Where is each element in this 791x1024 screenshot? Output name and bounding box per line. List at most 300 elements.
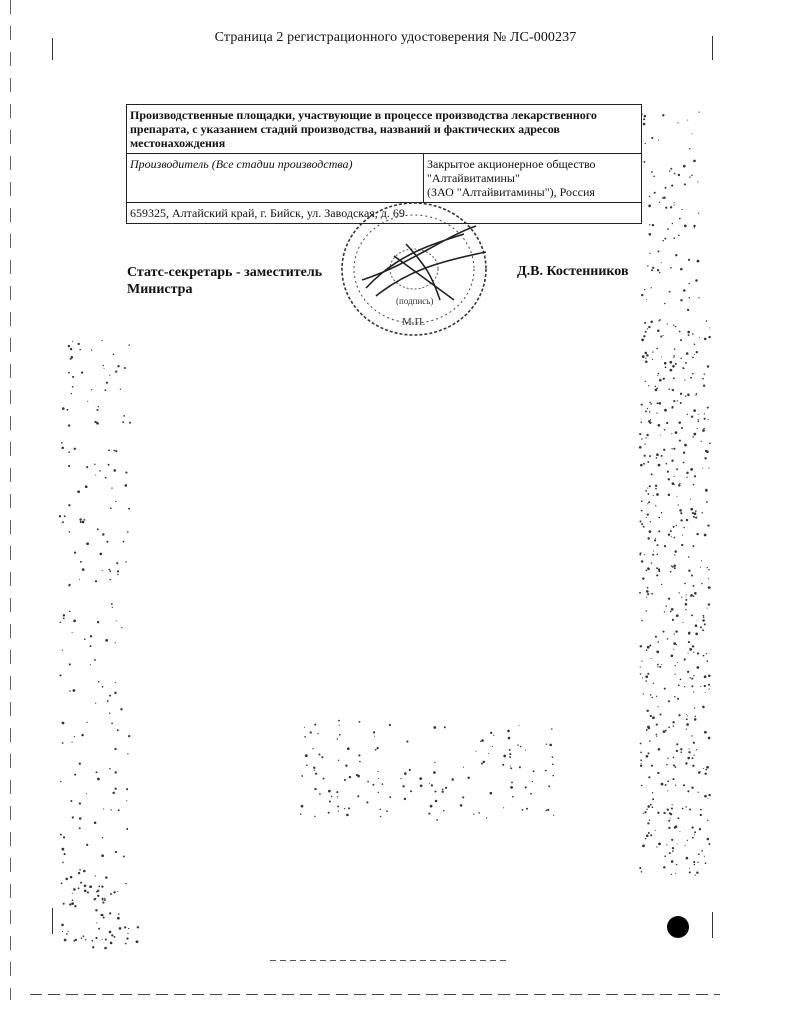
speckle <box>673 377 675 379</box>
speckle <box>62 722 65 725</box>
speckle <box>688 334 690 336</box>
speckle <box>659 379 662 382</box>
speckle <box>679 331 681 333</box>
speckle <box>679 592 680 593</box>
speckle <box>676 864 678 866</box>
speckle <box>123 415 125 417</box>
speckle <box>490 732 492 734</box>
speckle <box>91 349 92 350</box>
speckle <box>646 730 647 731</box>
speckle <box>95 875 96 876</box>
speckle <box>703 768 704 769</box>
speckle <box>668 726 670 728</box>
speckle <box>68 424 70 426</box>
speckle <box>552 756 554 758</box>
speckle <box>673 325 674 326</box>
speckle <box>533 770 535 772</box>
speckle <box>71 742 72 743</box>
speckle <box>670 168 672 170</box>
speckle <box>104 947 107 950</box>
speckle <box>674 550 676 552</box>
speckle <box>643 463 645 465</box>
speckle <box>656 724 658 726</box>
speckle <box>656 735 657 736</box>
speckle <box>673 725 675 727</box>
speckle <box>646 570 648 572</box>
speckle <box>667 808 669 810</box>
speckle <box>68 345 70 347</box>
speckle <box>647 461 649 463</box>
speckle <box>101 340 102 341</box>
speckle <box>75 939 77 941</box>
speckle <box>680 357 682 359</box>
speckle <box>129 422 131 424</box>
speckle <box>97 621 99 623</box>
speckle <box>645 352 648 355</box>
speckle <box>451 778 454 781</box>
speckle <box>691 416 693 418</box>
speckle <box>681 596 682 597</box>
speckle <box>69 663 71 665</box>
speckle <box>367 781 369 783</box>
speckle <box>492 746 493 747</box>
speckle <box>60 781 61 782</box>
speckle <box>708 336 710 338</box>
speckle <box>677 122 678 123</box>
speckle <box>644 554 645 555</box>
speckle <box>693 409 696 412</box>
speckle <box>674 348 676 350</box>
speckle <box>331 796 332 797</box>
speckle <box>672 566 674 568</box>
speckle <box>69 584 71 586</box>
speckle <box>693 675 694 676</box>
speckle <box>429 783 430 784</box>
speckle <box>72 376 74 378</box>
scan-hole-mark <box>667 916 689 938</box>
speckle <box>643 693 644 694</box>
speckle <box>124 367 126 369</box>
speckle <box>647 567 648 568</box>
speckle <box>668 478 670 480</box>
speckle <box>641 438 642 439</box>
speckle <box>109 375 110 376</box>
speckle <box>706 653 707 654</box>
speckle <box>698 297 699 298</box>
speckle <box>706 501 708 503</box>
speckle <box>683 452 685 454</box>
speckle <box>460 804 463 807</box>
speckle <box>546 744 547 745</box>
speckle <box>525 750 526 751</box>
speckle <box>662 631 664 633</box>
speckle <box>319 754 321 756</box>
speckle <box>510 767 512 769</box>
speckle <box>658 530 660 532</box>
speckle <box>481 763 483 765</box>
speckle <box>697 652 699 654</box>
speckle <box>650 804 652 806</box>
speckle <box>404 772 407 775</box>
speckle <box>373 731 375 733</box>
speckle <box>652 798 654 800</box>
speckle <box>647 567 650 570</box>
speckle <box>691 575 693 577</box>
speckle <box>692 512 694 514</box>
speckle <box>704 675 707 678</box>
speckle <box>690 508 693 511</box>
speckle <box>72 900 74 902</box>
speckle <box>63 614 65 616</box>
scan-border-right-2 <box>712 912 713 938</box>
speckle <box>79 817 82 820</box>
speckle <box>552 775 553 776</box>
speckle <box>698 414 699 415</box>
speckle <box>551 728 553 730</box>
speckle <box>98 928 100 930</box>
speckle <box>104 389 106 391</box>
speckle <box>641 523 643 525</box>
speckle <box>684 379 685 380</box>
speckle <box>386 810 388 812</box>
speckle <box>689 297 690 298</box>
speckle <box>683 784 685 786</box>
speckle <box>645 675 648 678</box>
speckle <box>137 926 139 928</box>
speckle <box>329 801 331 803</box>
speckle <box>708 684 710 686</box>
speckle <box>655 488 657 490</box>
speckle <box>389 796 391 798</box>
speckle <box>697 861 698 862</box>
speckle <box>321 756 323 758</box>
speckle <box>86 542 89 545</box>
speckle <box>680 268 683 271</box>
speckle <box>319 793 321 795</box>
speckle <box>689 176 690 177</box>
speckle <box>658 843 661 846</box>
speckle <box>679 831 680 832</box>
speckle <box>110 942 113 945</box>
speckle <box>509 753 511 755</box>
speckle <box>64 515 66 517</box>
speckle <box>698 792 699 793</box>
speckle <box>703 655 705 657</box>
speckle <box>68 465 70 467</box>
speckle <box>123 541 125 543</box>
speckle <box>655 386 656 387</box>
speckle <box>126 800 127 801</box>
speckle <box>345 765 347 767</box>
speckle <box>641 871 643 873</box>
speckle <box>706 450 709 453</box>
speckle <box>684 183 686 185</box>
speckle <box>668 598 670 600</box>
speckle <box>63 836 65 838</box>
speckle <box>693 652 694 653</box>
speckle <box>72 341 73 342</box>
speckle <box>648 385 649 386</box>
speckle <box>314 770 315 771</box>
speckle <box>686 857 689 860</box>
speckle <box>114 692 116 694</box>
speckle <box>668 827 670 829</box>
speckle <box>493 735 494 736</box>
speckle <box>674 696 675 697</box>
speckle <box>671 860 674 863</box>
speckle <box>685 599 687 601</box>
speckle <box>655 636 657 638</box>
speckle <box>109 695 111 697</box>
speckle <box>660 335 662 337</box>
speckle <box>699 337 700 338</box>
speckle <box>673 526 675 528</box>
speckle <box>693 433 696 436</box>
speckle <box>337 738 338 739</box>
speckle <box>127 933 128 934</box>
speckle <box>641 500 643 502</box>
speckle <box>664 409 667 412</box>
speckle <box>115 450 117 452</box>
speckle <box>84 884 87 887</box>
speckle <box>127 531 129 533</box>
speckle <box>658 706 659 707</box>
speckle <box>71 902 74 905</box>
speckle <box>655 538 656 539</box>
speckle <box>522 809 524 811</box>
speckle <box>648 776 650 778</box>
speckle <box>71 356 74 359</box>
speckle <box>693 516 695 518</box>
speckle <box>63 618 65 620</box>
speckle <box>673 448 675 450</box>
speckle <box>649 455 651 457</box>
speckle <box>667 228 669 230</box>
speckle <box>344 808 345 809</box>
speckle <box>108 449 110 451</box>
manufacturer-line: Закрытое акционерное общество <box>427 157 596 171</box>
speckle <box>674 484 675 485</box>
speckle <box>79 827 81 829</box>
speckle <box>665 730 667 732</box>
speckle <box>680 748 682 750</box>
speckle <box>678 174 680 176</box>
speckle <box>72 632 73 633</box>
speckle <box>650 834 652 836</box>
speckle <box>669 361 672 364</box>
speckle <box>672 850 674 852</box>
speckle <box>705 862 707 864</box>
speckle <box>656 493 659 496</box>
speckle <box>372 784 374 786</box>
speckle <box>689 677 690 678</box>
speckle <box>64 853 66 855</box>
speckle <box>708 674 711 677</box>
speckle <box>115 501 116 502</box>
speckle <box>647 805 650 808</box>
speckle <box>674 674 675 675</box>
speckle <box>643 813 644 814</box>
speckle <box>646 835 649 838</box>
speckle <box>647 822 649 824</box>
speckle <box>689 648 692 651</box>
speckle <box>656 567 658 569</box>
speckle <box>688 632 690 634</box>
speckle <box>702 619 705 622</box>
speckle <box>359 761 361 763</box>
speckle <box>704 795 707 798</box>
speckle <box>701 583 702 584</box>
speckle <box>653 175 655 177</box>
speckle <box>377 771 378 772</box>
speckle <box>72 893 73 894</box>
speckle <box>90 664 91 665</box>
speckle <box>675 630 677 632</box>
speckle <box>657 269 659 271</box>
speckle <box>525 786 527 788</box>
speckle <box>670 206 672 208</box>
speckle <box>647 673 649 675</box>
speckle <box>674 665 675 666</box>
speckle <box>685 609 686 610</box>
speckle <box>375 749 377 751</box>
speckle <box>692 545 694 547</box>
speckle <box>652 267 654 269</box>
speckle <box>62 521 64 523</box>
speckle <box>683 527 685 529</box>
speckle <box>111 934 113 936</box>
speckle <box>674 202 675 203</box>
speckle <box>643 526 645 528</box>
speckle <box>702 378 704 380</box>
speckle <box>691 685 693 687</box>
speckle <box>647 646 650 649</box>
speckle <box>658 424 661 427</box>
speckle <box>692 765 694 767</box>
speckle <box>652 792 654 794</box>
speckle <box>683 289 686 292</box>
speckle <box>675 431 678 434</box>
speckle <box>476 751 477 752</box>
speckle <box>113 469 116 472</box>
speckle <box>669 852 671 854</box>
speckle <box>436 819 438 821</box>
speckle <box>81 734 83 736</box>
speckle <box>641 785 643 787</box>
speckle <box>680 402 682 404</box>
speckle <box>704 623 706 625</box>
speckle <box>659 272 660 273</box>
speckle <box>483 761 485 763</box>
speckle <box>695 279 698 282</box>
speckle <box>695 517 697 519</box>
speckle <box>673 564 676 567</box>
speckle <box>652 554 654 556</box>
speckle <box>707 820 708 821</box>
speckle <box>646 597 647 598</box>
speckle <box>697 419 699 421</box>
speckle <box>547 809 549 811</box>
speckle <box>675 363 677 365</box>
speckle <box>680 339 682 341</box>
speckle <box>676 614 679 617</box>
speckle <box>674 567 676 569</box>
speckle <box>657 375 658 376</box>
speckle <box>708 603 710 605</box>
speckle <box>664 362 667 365</box>
speckle <box>667 323 668 324</box>
speckle <box>646 517 647 518</box>
speckle <box>109 712 110 713</box>
speckle <box>657 373 659 375</box>
speckle <box>649 485 651 487</box>
speckle <box>357 795 359 797</box>
speckle <box>696 393 698 395</box>
speckle <box>651 658 652 659</box>
speckle <box>60 834 62 836</box>
speckle <box>69 611 71 613</box>
speckle <box>700 809 702 811</box>
speckle <box>549 744 552 747</box>
speckle <box>685 396 686 397</box>
speckle <box>709 442 711 444</box>
speckle <box>684 583 686 585</box>
speckle <box>118 809 120 811</box>
speckle <box>689 808 691 810</box>
speckle <box>648 326 650 328</box>
speckle <box>657 812 659 814</box>
speckle <box>703 617 704 618</box>
speckle <box>640 645 642 647</box>
speckle <box>693 484 695 486</box>
speckle <box>683 165 686 168</box>
speckle <box>86 844 88 846</box>
speckle <box>113 353 115 355</box>
speckle <box>649 422 651 424</box>
speckle <box>655 389 658 392</box>
speckle <box>671 185 673 187</box>
speckle <box>359 721 361 723</box>
speckle <box>103 365 104 366</box>
speckle <box>338 720 340 722</box>
speckle <box>128 735 130 737</box>
speckle <box>688 641 690 643</box>
speckle <box>480 741 481 742</box>
speckle <box>59 674 61 676</box>
signature-scribble <box>362 226 486 300</box>
speckle <box>665 366 667 368</box>
speckle <box>707 798 708 799</box>
speckle <box>641 660 642 661</box>
speckle <box>677 400 678 401</box>
speckle <box>433 771 436 774</box>
speckle <box>106 382 108 384</box>
speckle <box>102 939 103 940</box>
speckle <box>657 641 659 643</box>
speckle <box>688 632 690 634</box>
speckle <box>664 688 666 690</box>
speckle <box>348 807 350 809</box>
speckle <box>648 501 650 503</box>
speckle <box>647 328 648 329</box>
speckle <box>314 816 315 817</box>
speckle <box>97 895 99 897</box>
speckle <box>62 862 64 864</box>
speckle <box>122 421 124 423</box>
speckle <box>337 805 339 807</box>
speckle <box>707 660 709 662</box>
speckle <box>692 645 694 647</box>
